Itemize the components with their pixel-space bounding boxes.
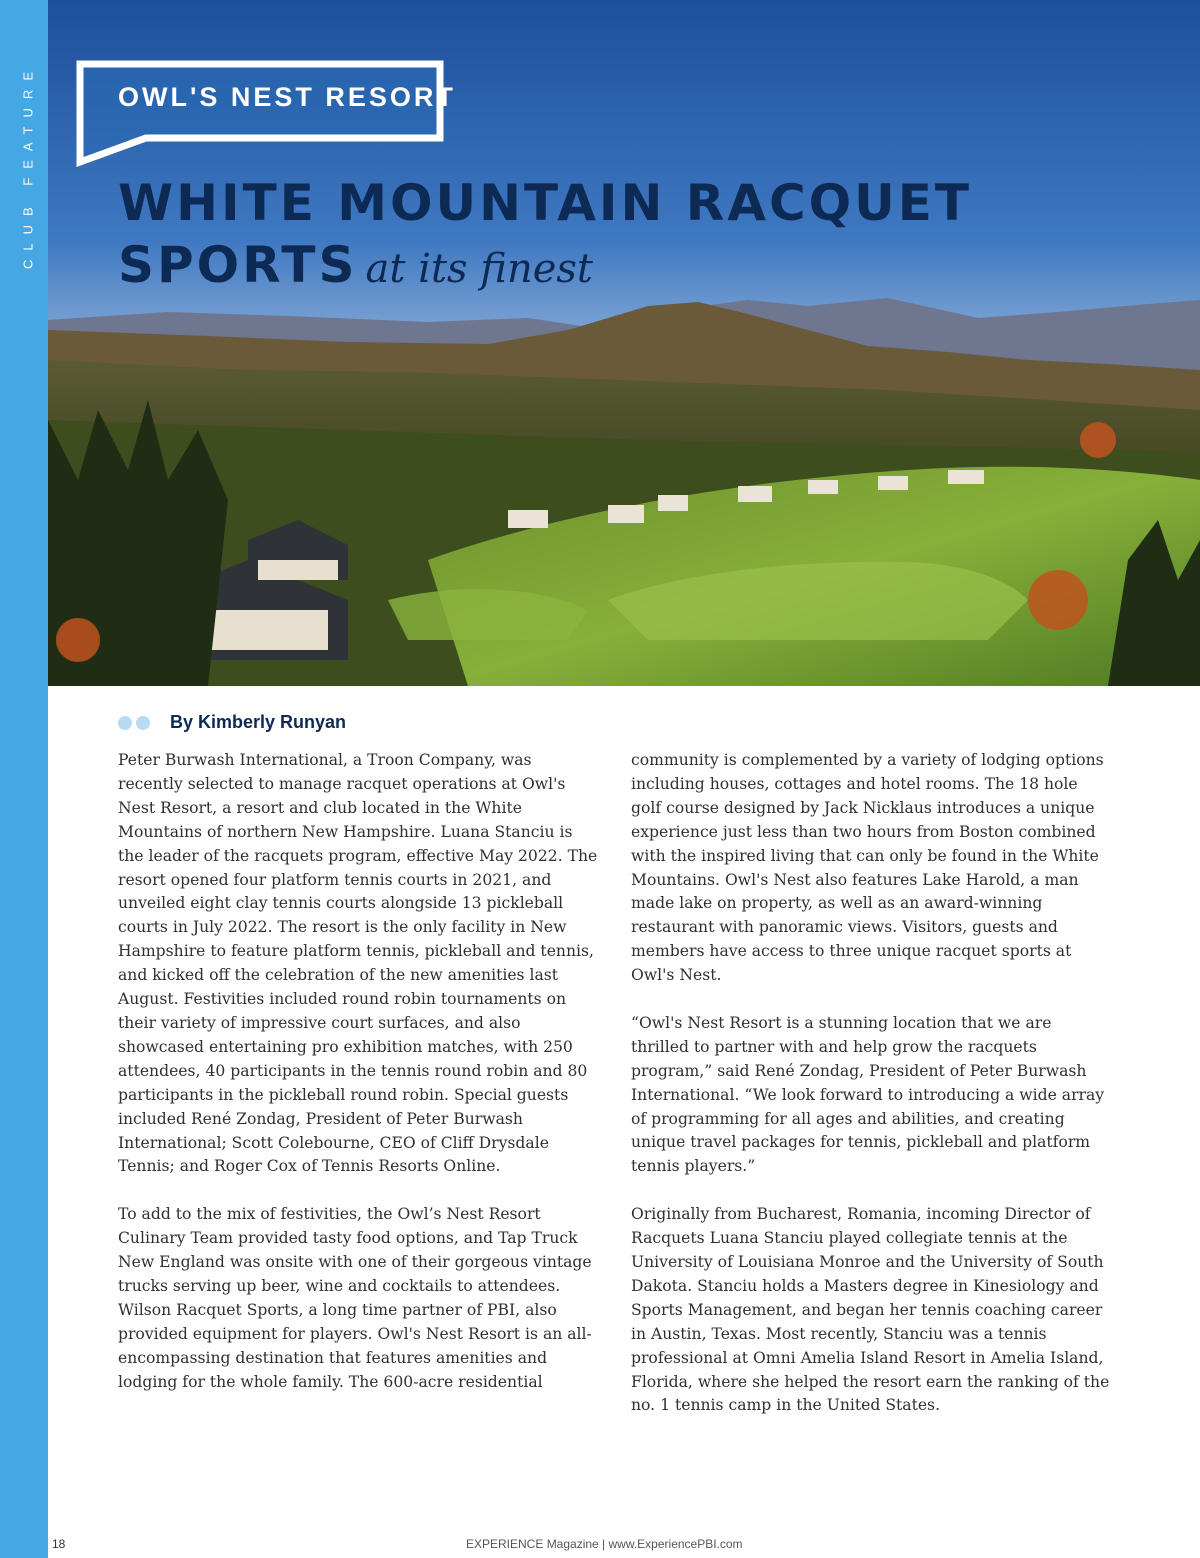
section-label: CLUB FEATURE (20, 63, 36, 269)
article-column-left (118, 749, 598, 1418)
section-tag: OWL'S NEST RESORT (118, 82, 456, 112)
title-script: at its finest (365, 246, 594, 292)
author-name: By Kimberly Runyan (170, 712, 347, 732)
paragraph: Originally from Bucharest, Romania, incoming Director of Racquets Luana Stanciu played collegiate tennis at the University of Louisiana Monroe and the University of South Dakota. Stanciu holds a Masters degree in Kinesiology and Sports Management, and began her tennis coaching career in Austin, Texas. Most recently, Stanciu was a tennis professional at Omni Amelia Island Resort in Amelia Island, Florida, where she helped the resort earn the ranking of the no. 1 tennis camp in the United States. (631, 1205, 1110, 1415)
byline (118, 712, 346, 733)
footer-credit: EXPERIENCE Magazine | www.ExperiencePBI.com (466, 1537, 743, 1551)
paragraph: community is complemented by a variety of lodging options including houses, cottages and hotel rooms. The 18 hole golf course designed by Jack Nicklaus introduces a unique experience just less than two hours from Boston combined with the inspired living that can only be found in the White Mountains. Owl's Nest also features Lake Harold, a man made lake on property, as well as an award-winning restaurant with panoramic views. Visitors, guests and members have access to three unique racquet sports at Owl's Nest. (631, 751, 1104, 985)
paragraph: “Owl's Nest Resort is a stunning location that we are thrilled to partner with and help grow the racquets program,” said René Zondag, President of Peter Burwash International. “We look forward to introducing a wide array of programming for all ages and abilities, and creating unique travel packages for tennis, pickleball and platform tennis players.” (631, 1013, 1105, 1176)
tag-frame (76, 60, 444, 170)
page-title (118, 172, 972, 308)
dot-icon (136, 716, 150, 730)
side-stripe (0, 0, 48, 1558)
article-column-right (631, 749, 1111, 1442)
title-line-1: WHITE MOUNTAIN RACQUET (118, 174, 973, 232)
page-number: 18 (52, 1537, 66, 1551)
paragraph: To add to the mix of festivities, the Owl’s Nest Resort Culinary Team provided tasty food options, and Tap Truck New England was onsite with one of their gorgeous vintage trucks serving up beer, wine and cocktails to attendees. Wilson Racquet Sports, a long time partner of PBI, also provided equipment for players. Owl's Nest Resort is an all-encompassing destination that features amenities and lodging for the whole family. The 600-acre residential (118, 1205, 592, 1391)
title-line-2: SPORTS (118, 236, 358, 294)
paragraph: Peter Burwash International, a Troon Company, was recently selected to manage racquet operations at Owl's Nest Resort, a resort and club located in the White Mountains of northern New Hampshire. Luana Stanciu is the leader of the racquets program, effective May 2022. The resort opened four platform tennis courts in 2021, and unveiled eight clay tennis courts alongside 13 pickleball courts in July 2022. The resort is the only facility in New Hampshire to feature platform tennis, pickleball and tennis, and kicked off the celebration of the new amenities last August. Festivities included round robin tournaments on their variety of impressive court surfaces, and also showcased entertaining pro exhibition matches, with 250 attendees, 40 participants in the tennis round robin and 80 participants in the pickleball round robin. Special guests included René Zondag, President of Peter Burwash International; Scott Colebourne, CEO of Cliff Drysdale Tennis; and Roger Cox of Tennis Resorts Online. (118, 751, 598, 1176)
dot-icon (118, 716, 132, 730)
